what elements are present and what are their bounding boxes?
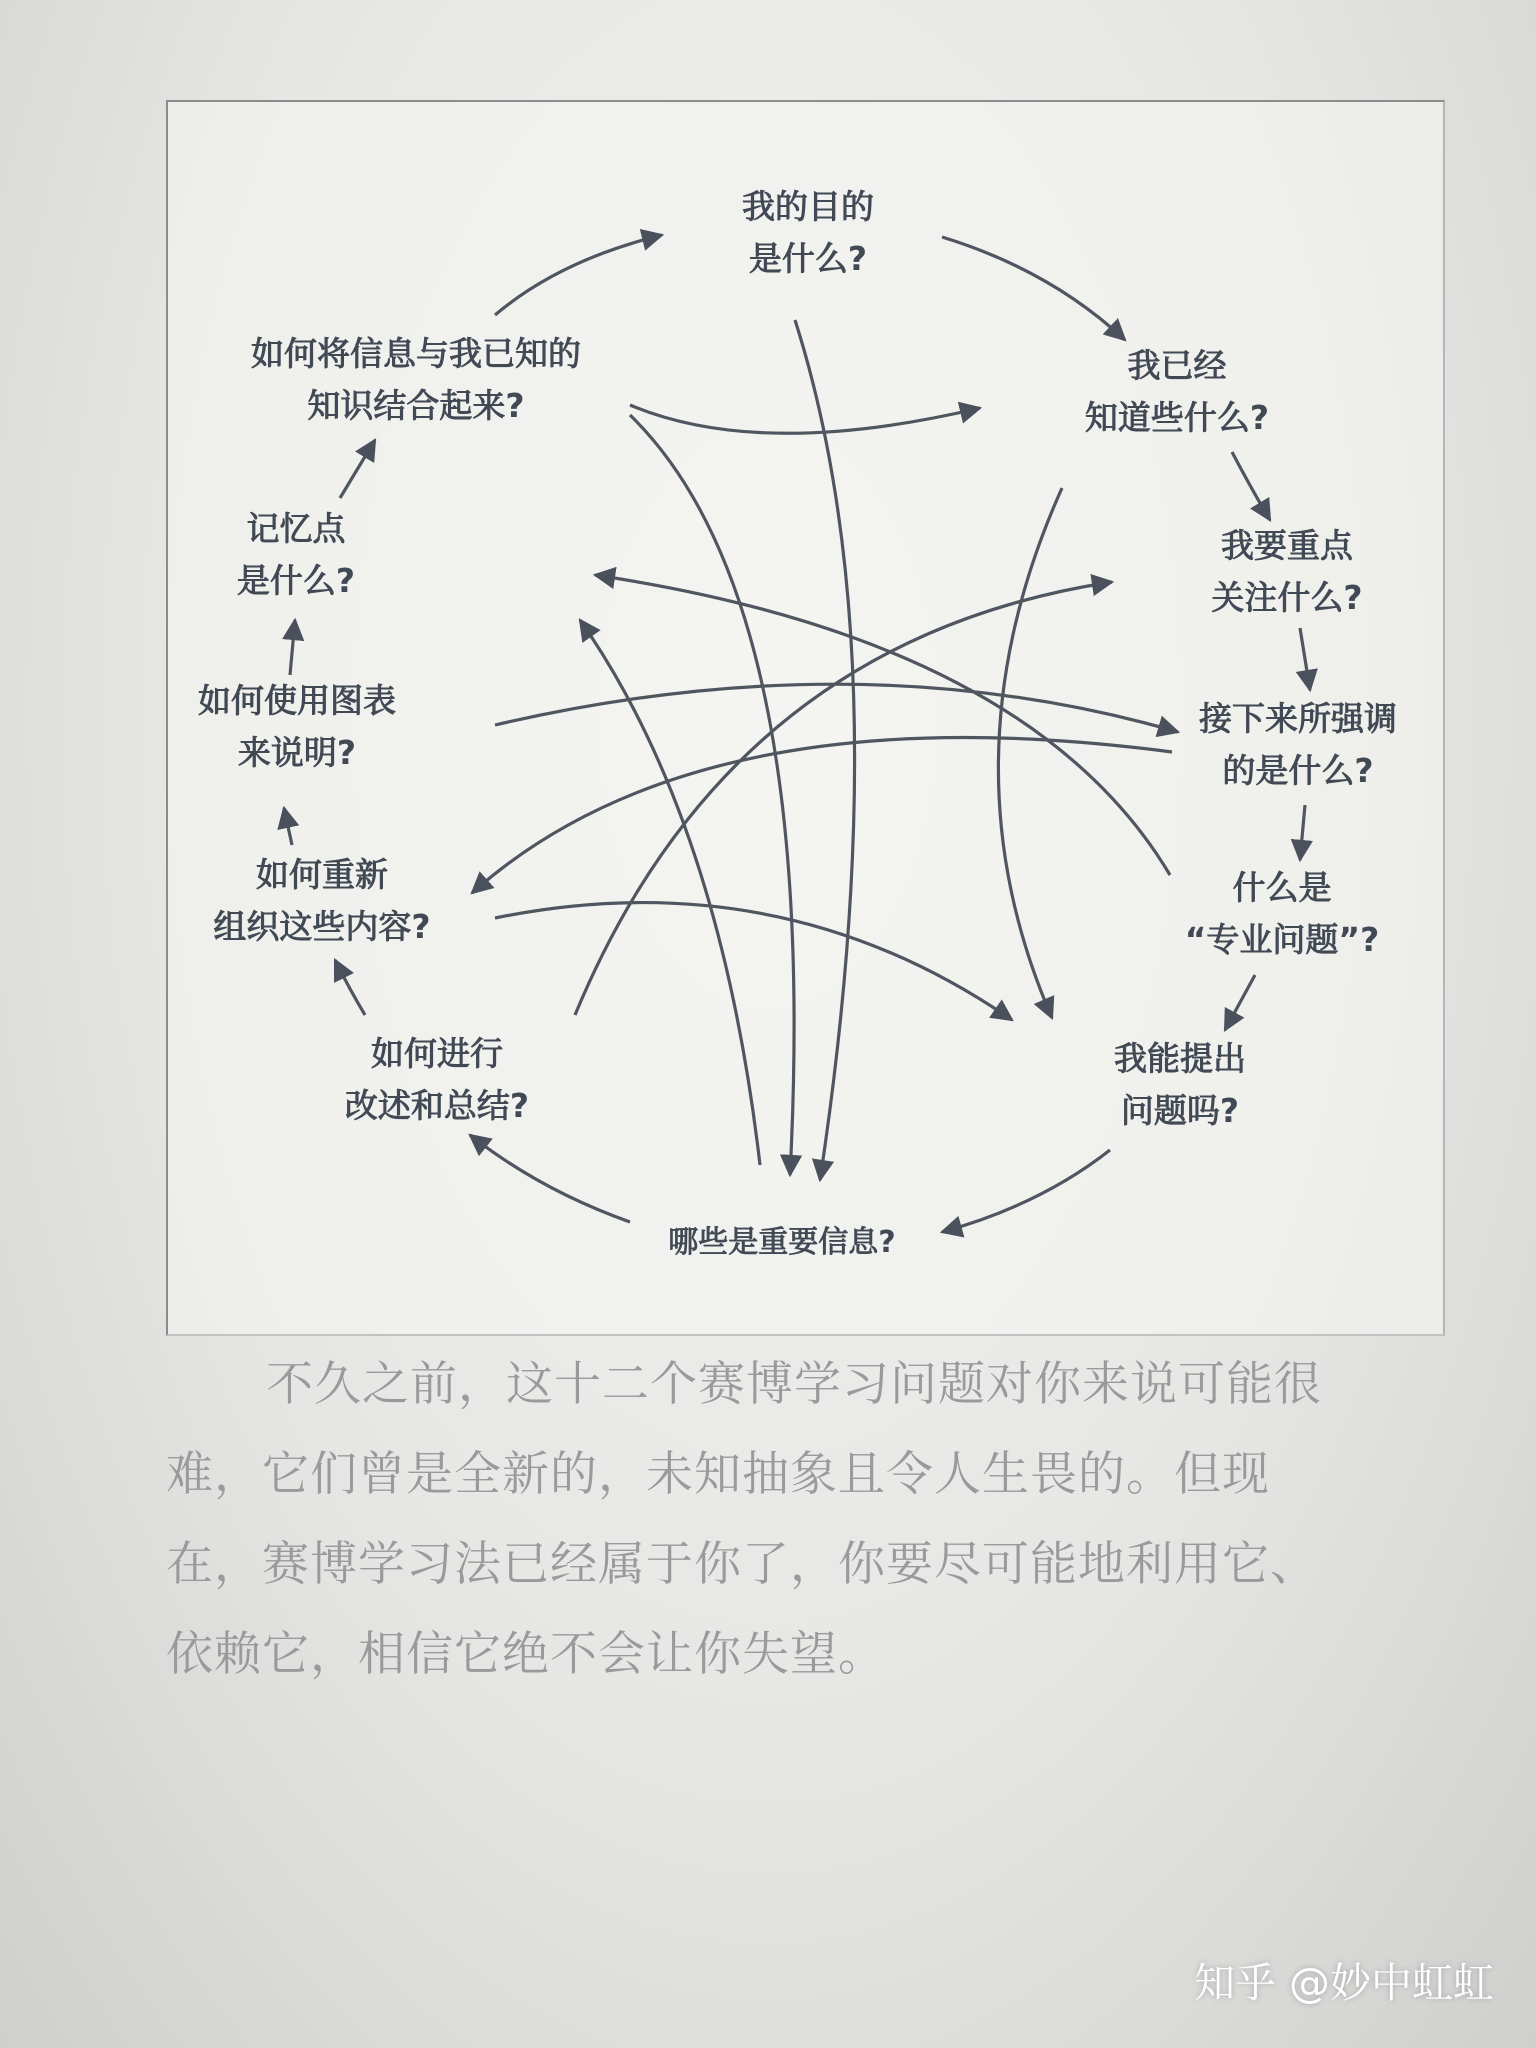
node-memory-line1: 记忆点 [246,509,346,548]
node-retell-line1: 如何进行 [371,1034,503,1073]
arrow-connect-to-purpose [495,235,662,315]
node-purpose-line2: 是什么? [748,239,868,278]
node-connect [251,328,581,432]
arrow-connect-to-known [630,405,980,433]
paragraph-line-4: 依赖它，相信它绝不会让你失望。 [166,1627,886,1682]
node-jargon [1185,862,1380,966]
arrow-retell-to-focus [575,582,1112,1015]
watermark: 知乎 @妙中虹虹 [1193,1959,1494,2007]
paragraph-line-3: 在，赛博学习法已经属于你了，你要尽可能地利用它、 [166,1537,1318,1592]
arrow-known-to-ask [998,488,1062,1018]
node-reorganize-line2: 组织这些内容? [213,907,431,946]
node-jargon-line1: 什么是 [1232,868,1332,907]
node-ask-line2: 问题吗? [1120,1091,1240,1130]
node-known-line1: 我已经 [1127,346,1227,385]
node-emphasis [1199,693,1397,797]
node-charts [198,675,396,779]
node-focus-line2: 关注什么? [1211,578,1363,617]
arrow-emphasis-to-reorganize [472,737,1172,893]
body-paragraph [166,1340,1426,1700]
arrow-known-to-focus [1232,452,1270,520]
arrow-emphasis-to-jargon [1300,805,1305,860]
arrow-focus-to-emphasis [1300,628,1310,690]
paragraph-line-2: 难，它们曾是全新的，未知抽象且令人生畏的。但现 [166,1447,1270,1502]
arrow-charts-to-memory [290,620,295,675]
arrow-jargon-to-ask [1225,975,1255,1030]
node-retell-line2: 改述和总结? [344,1086,530,1125]
node-important [668,1217,895,1269]
node-retell [345,1028,529,1132]
node-connect-line2: 知识结合起来? [307,386,525,425]
arrow-important-to-retell [470,1135,630,1222]
arrow-connect-to-important [630,415,794,1175]
arrow-charts-to-emphasis [495,684,1178,732]
node-emphasis-line1: 接下来所强调 [1199,699,1397,738]
node-purpose [742,181,874,285]
node-reorganize-line1: 如何重新 [256,855,388,894]
arrow-reorganize-to-charts [284,808,292,845]
arrow-retell-to-reorganize [335,960,365,1015]
node-memory [237,503,355,607]
node-jargon-line2: “专业问题”? [1184,920,1380,959]
node-known [1085,340,1269,444]
node-charts-line2: 来说明? [237,733,357,772]
node-reorganize [213,849,430,953]
node-known-line2: 知道些什么? [1084,398,1270,437]
paragraph-line-1: 不久之前，这十二个赛博学习问题对你来说可能很 [266,1357,1322,1412]
arrow-reorganize-to-ask [495,903,1012,1020]
node-connect-line1: 如何将信息与我已知的 [251,334,581,373]
node-focus-line1: 我要重点 [1221,526,1353,565]
node-ask [1114,1033,1246,1137]
node-important-line1: 哪些是重要信息? [668,1225,896,1260]
node-charts-line1: 如何使用图表 [198,681,396,720]
arrow-memory-to-connect [340,440,375,498]
arrow-purpose-to-known [942,237,1125,340]
node-memory-line2: 是什么? [236,561,356,600]
node-purpose-line1: 我的目的 [742,187,874,226]
node-emphasis-line2: 的是什么? [1222,751,1374,790]
node-ask-line1: 我能提出 [1114,1039,1246,1078]
node-focus [1211,520,1362,624]
arrow-ask-to-important [942,1150,1110,1232]
